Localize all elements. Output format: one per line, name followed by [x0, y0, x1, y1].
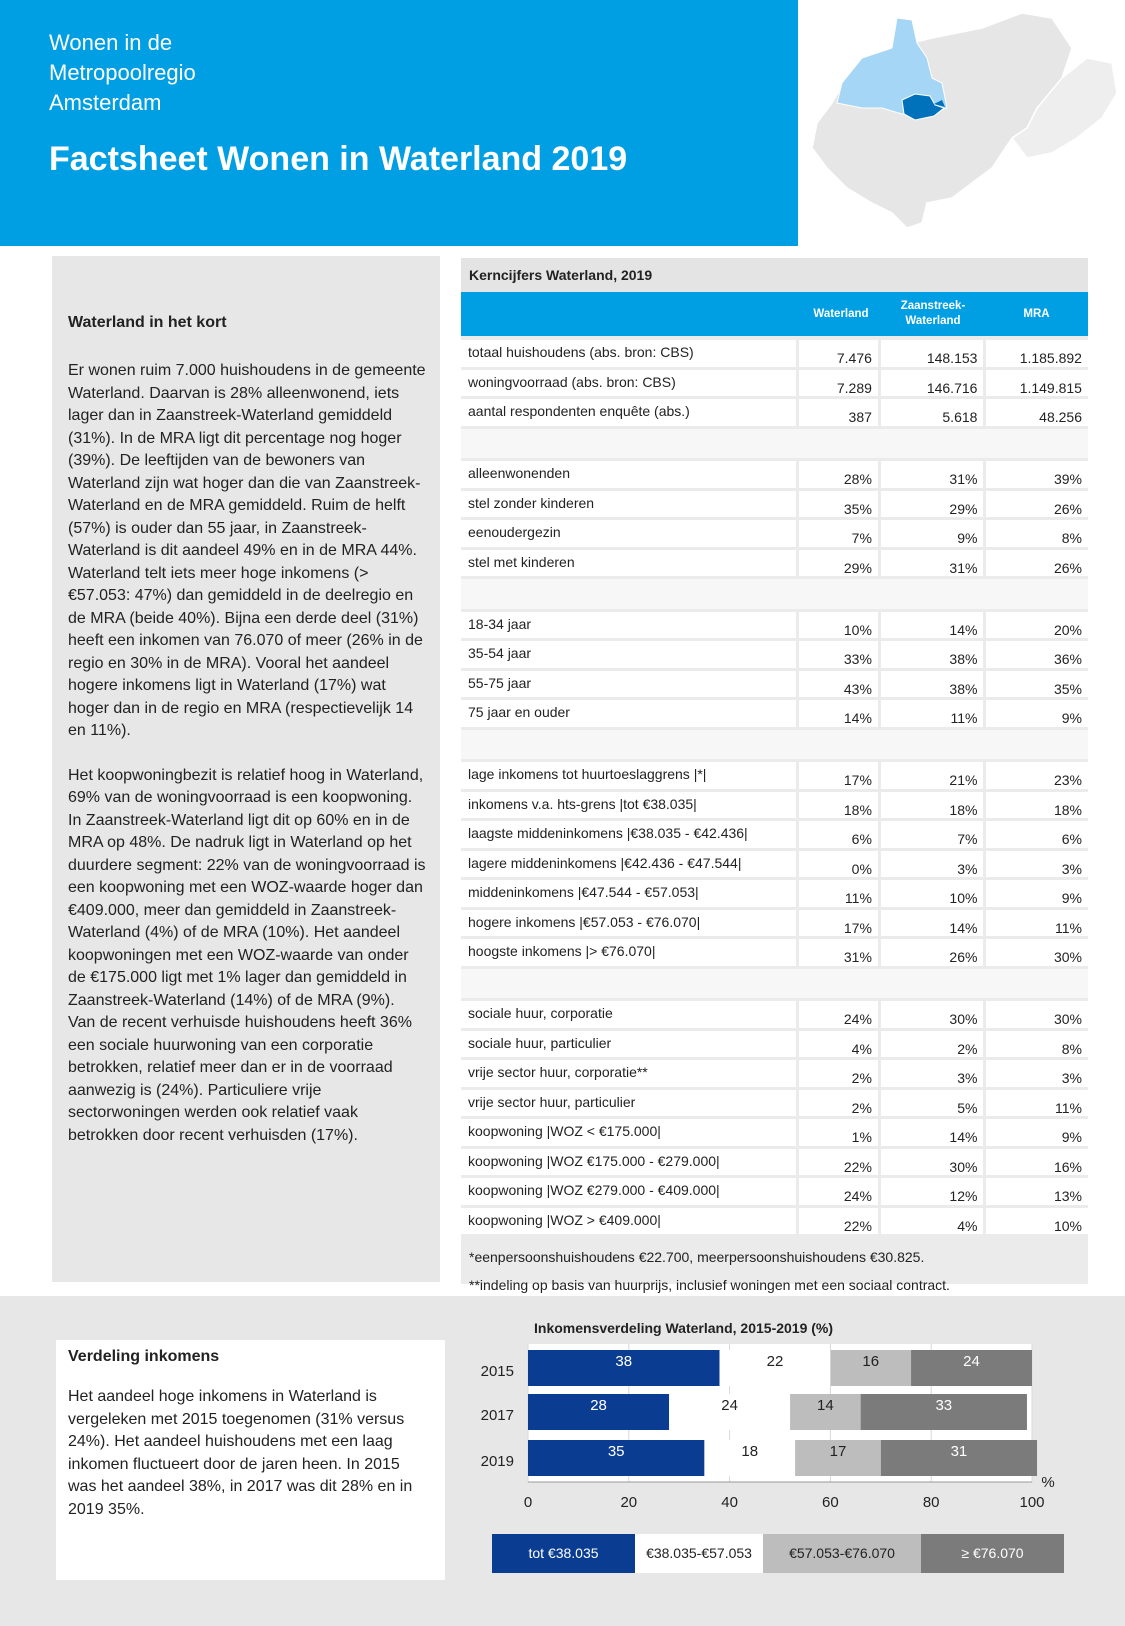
intro-paragraph-2: Het koopwoningbezit is relatief hoog in Waterland, 69% van de woningvoorraad is een koopwoning. In Zaanstreek-Waterland ligt dit op 60% en in de MRA op 48%. De nadruk ligt in Waterland op het duurdere segment: 22% van de woningvoorraad is een koopwoning met een WOZ-waarde hoger dan €409.000, meer dan gemiddeld in Zaanstreek-Waterland (4%) of de MRA (10%). Het aandeel koopwoningen met een WOZ-waarde van onder de €175.000 ligt met 1% lager dan gemiddeld in Zaanstreek-Waterland (14%) of de MRA (9%). Van de recent verhuisde huishoudens heeft 36% een sociale huurwoning van een corporatie betrokken, relatief meer dan er in de voorraad aanwezig is (24%). Particuliere vrije sectorwoningen werden ook relatief vaak betrokken door recent verhuisden (17%). — [68, 766, 426, 1144]
row-label: stel met kinderen — [461, 550, 796, 577]
x-tick-label: 100 — [1019, 1494, 1045, 1511]
footnote-2: **indeling op basis van huurprijs, inclusief woningen met een sociaal contract. — [469, 1277, 950, 1293]
row-label: alleenwonenden — [461, 461, 796, 488]
cell-mra: 6% — [986, 821, 1088, 848]
income-text-box — [56, 1340, 445, 1580]
table-row — [461, 792, 1088, 822]
bar-value-label: 38 — [615, 1353, 633, 1370]
table-header-label — [461, 292, 801, 336]
cell-zaanstreek: 10% — [881, 880, 984, 907]
table-spacer-row — [461, 579, 1088, 609]
cell-waterland: 387 — [799, 399, 878, 426]
row-label: hogere inkomens |€57.053 - €76.070| — [461, 910, 796, 937]
cell-waterland: 17% — [799, 762, 878, 789]
cell-zaanstreek: 4% — [881, 1208, 984, 1235]
row-label: koopwoning |WOZ €279.000 - €409.000| — [461, 1178, 796, 1205]
row-label: koopwoning |WOZ > €409.000| — [461, 1208, 796, 1235]
row-label: vrije sector huur, particulier — [461, 1090, 796, 1117]
row-label: 55-75 jaar — [461, 671, 796, 698]
table-row — [461, 700, 1088, 730]
table-spacer-row — [461, 969, 1088, 999]
cell-mra: 1.185.892 — [986, 340, 1088, 367]
cell-zaanstreek: 18% — [881, 792, 984, 819]
bar-value-label: 33 — [935, 1397, 953, 1414]
cell-mra: 48.256 — [986, 399, 1088, 426]
table-row — [461, 1178, 1088, 1208]
table-row — [461, 1090, 1088, 1120]
cell-zaanstreek: 5.618 — [881, 399, 984, 426]
table-row — [461, 939, 1088, 969]
intro-panel — [52, 256, 440, 1282]
cell-mra: 26% — [986, 550, 1088, 577]
chart-legend — [492, 1534, 1086, 1573]
x-tick-label: 40 — [721, 1494, 738, 1511]
table-header — [461, 292, 1088, 336]
table-row — [461, 461, 1088, 491]
bar-value-label: 17 — [829, 1443, 847, 1460]
table-row — [461, 1208, 1088, 1238]
table-row — [461, 641, 1088, 671]
legend-item: €38.035-€57.053 — [635, 1534, 763, 1573]
table-row — [461, 370, 1088, 400]
cell-waterland: 2% — [799, 1060, 878, 1087]
row-label: middeninkomens |€47.544 - €57.053| — [461, 880, 796, 907]
cell-zaanstreek: 2% — [881, 1031, 984, 1058]
row-label: 18-34 jaar — [461, 612, 796, 639]
cell-zaanstreek: 29% — [881, 491, 984, 518]
table-row — [461, 550, 1088, 580]
cell-waterland: 28% — [799, 461, 878, 488]
cell-mra: 30% — [986, 939, 1088, 966]
cell-waterland: 31% — [799, 939, 878, 966]
cell-waterland: 10% — [799, 612, 878, 639]
intro-paragraph-1: Er wonen ruim 7.000 huishoudens in de gemeente Waterland. Daarvan is 28% alleenwonend, iets lager dan in Zaanstreek-Waterland gemiddeld (31%). In de MRA ligt dit percentage nog hoger (39%). De leeftijden van de bewoners van Waterland zijn wat hoger dan die van Zaanstreek-Waterland en de MRA gemiddeld. Ruim de helft (57%) is ouder dan 55 jaar, in Zaanstreek-Waterland is dit aandeel 49% en in de MRA 44%. Waterland telt iets meer hoge inkomens (> €57.053: 47%) dan gemiddeld in de deelregio en de MRA (beide 40%). Bijna een derde deel (31%) heeft een inkomen van 76.070 of meer (26% in de regio en 30% in de MRA). Vooral het aandeel hogere inkomens ligt in Waterland (17%) wat hoger dan in de regio en MRA (respectievelijk 14 en 11%). — [68, 362, 426, 739]
y-category-label: 2019 — [480, 1453, 514, 1470]
row-label: eenoudergezin — [461, 520, 796, 547]
cell-waterland: 2% — [799, 1090, 878, 1117]
x-tick-label: 20 — [620, 1494, 638, 1511]
cell-waterland: 0% — [799, 851, 878, 878]
cell-zaanstreek: 14% — [881, 910, 984, 937]
cell-zaanstreek: 14% — [881, 1119, 984, 1146]
bar-value-label: 16 — [862, 1353, 880, 1370]
row-label: lage inkomens tot huurtoeslaggrens |*| — [461, 762, 796, 789]
cell-waterland: 7% — [799, 520, 878, 547]
row-label: lagere middeninkomens |€42.436 - €47.544| — [461, 851, 796, 878]
cell-waterland: 18% — [799, 792, 878, 819]
cell-zaanstreek: 5% — [881, 1090, 984, 1117]
brand-logo-text — [49, 28, 196, 118]
cell-waterland: 22% — [799, 1149, 878, 1176]
intro-heading: Waterland in het kort — [68, 314, 227, 331]
bar-value-label: 18 — [741, 1443, 759, 1460]
bar-value-label: 31 — [950, 1443, 968, 1460]
row-label: sociale huur, particulier — [461, 1031, 796, 1058]
cell-mra: 3% — [986, 851, 1088, 878]
cell-waterland: 6% — [799, 821, 878, 848]
table-header-mra: MRA — [1023, 307, 1050, 320]
cell-waterland: 1% — [799, 1119, 878, 1146]
row-label: vrije sector huur, corporatie** — [461, 1060, 796, 1087]
table-row — [461, 1001, 1088, 1031]
cell-waterland: 29% — [799, 550, 878, 577]
cell-mra: 9% — [986, 880, 1088, 907]
cell-zaanstreek: 3% — [881, 1060, 984, 1087]
y-category-label: 2015 — [480, 1363, 514, 1380]
region-map-image — [812, 8, 1122, 240]
cell-waterland: 4% — [799, 1031, 878, 1058]
cell-zaanstreek: 7% — [881, 821, 984, 848]
y-category-label: 2017 — [480, 1407, 514, 1424]
cell-zaanstreek: 21% — [881, 762, 984, 789]
cell-mra: 36% — [986, 641, 1088, 668]
key-figures-table — [461, 258, 1088, 1293]
bar-value-label: 28 — [590, 1397, 607, 1414]
bar-value-label: 14 — [817, 1397, 834, 1414]
cell-mra: 16% — [986, 1149, 1088, 1176]
cell-zaanstreek: 11% — [881, 700, 984, 727]
cell-mra: 23% — [986, 762, 1088, 789]
cell-waterland: 7.476 — [799, 340, 878, 367]
table-row — [461, 762, 1088, 792]
table-row — [461, 821, 1088, 851]
cell-mra: 1.149.815 — [986, 370, 1088, 397]
cell-zaanstreek: 30% — [881, 1001, 984, 1028]
cell-mra: 9% — [986, 1119, 1088, 1146]
brand-line-2: Metropoolregio — [49, 60, 196, 85]
row-label: laagste middeninkomens |€38.035 - €42.436| — [461, 821, 796, 848]
cell-waterland: 35% — [799, 491, 878, 518]
cell-zaanstreek: 38% — [881, 671, 984, 698]
table-footnotes — [461, 1237, 1088, 1299]
table-row — [461, 399, 1088, 429]
cell-mra: 35% — [986, 671, 1088, 698]
table-row — [461, 1060, 1088, 1090]
x-tick-label: 60 — [822, 1494, 839, 1511]
income-section — [0, 1296, 1125, 1626]
table-header-waterland: Waterland — [813, 307, 869, 320]
table-row — [461, 880, 1088, 910]
row-label: koopwoning |WOZ €175.000 - €279.000| — [461, 1149, 796, 1176]
cell-mra: 18% — [986, 792, 1088, 819]
table-row — [461, 340, 1088, 370]
table-row — [461, 851, 1088, 881]
cell-waterland: 17% — [799, 910, 878, 937]
bar-value-label: 24 — [963, 1353, 980, 1370]
row-label: sociale huur, corporatie — [461, 1001, 796, 1028]
table-row — [461, 1031, 1088, 1061]
header-banner — [0, 0, 798, 246]
row-label: woningvoorraad (abs. bron: CBS) — [461, 370, 796, 397]
cell-waterland: 33% — [799, 641, 878, 668]
cell-waterland: 24% — [799, 1001, 878, 1028]
income-heading: Verdeling inkomens — [68, 1348, 220, 1365]
cell-zaanstreek: 14% — [881, 612, 984, 639]
key-figures-title: Kerncijfers Waterland, 2019 — [461, 258, 1088, 292]
cell-mra: 11% — [986, 1090, 1088, 1117]
cell-mra: 11% — [986, 910, 1088, 937]
income-paragraph: Het aandeel hoge inkomens in Waterland is vergeleken met 2015 toegenomen (31% versus 24%). Het aandeel huishoudens met een laag inkomen fluctueert door de jaren heen. In 2015 was het aandeel 38%, in 2017 was dit 28% en in 2019 35%. — [68, 1388, 413, 1518]
x-tick-label: 80 — [922, 1494, 940, 1511]
cell-mra: 13% — [986, 1178, 1088, 1205]
row-label: inkomens v.a. hts-grens |tot €38.035| — [461, 792, 796, 819]
cell-zaanstreek: 30% — [881, 1149, 984, 1176]
cell-zaanstreek: 31% — [881, 550, 984, 577]
cell-zaanstreek: 148.153 — [881, 340, 984, 367]
brand-line-3: Amsterdam — [49, 90, 162, 115]
cell-zaanstreek: 9% — [881, 520, 984, 547]
bar-value-label: 22 — [766, 1353, 784, 1370]
row-label: stel zonder kinderen — [461, 491, 796, 518]
table-row — [461, 520, 1088, 550]
footnote-1: *eenpersoonshuishoudens €22.700, meerpersoonshuishoudens €30.825. — [469, 1249, 925, 1265]
legend-item: €57.053-€76.070 — [763, 1534, 921, 1573]
cell-waterland: 14% — [799, 700, 878, 727]
table-body — [461, 336, 1088, 1237]
cell-mra: 8% — [986, 520, 1088, 547]
cell-zaanstreek: 12% — [881, 1178, 984, 1205]
table-spacer-row — [461, 429, 1088, 459]
row-label: 75 jaar en ouder — [461, 700, 796, 727]
cell-mra: 9% — [986, 700, 1088, 727]
page-title: Factsheet Wonen in Waterland 2019 — [49, 140, 628, 178]
cell-mra: 8% — [986, 1031, 1088, 1058]
table-row — [461, 671, 1088, 701]
income-chart — [480, 1342, 1120, 1532]
cell-mra: 26% — [986, 491, 1088, 518]
cell-zaanstreek: 26% — [881, 939, 984, 966]
row-label: aantal respondenten enquête (abs.) — [461, 399, 796, 426]
table-row — [461, 612, 1088, 642]
cell-zaanstreek: 3% — [881, 851, 984, 878]
cell-mra: 30% — [986, 1001, 1088, 1028]
cell-zaanstreek: 31% — [881, 461, 984, 488]
cell-mra: 10% — [986, 1208, 1088, 1235]
brand-line-1: Wonen in de — [49, 30, 173, 55]
table-row — [461, 910, 1088, 940]
row-label: koopwoning |WOZ < €175.000| — [461, 1119, 796, 1146]
legend-item: tot €38.035 — [492, 1534, 635, 1573]
row-label: 35-54 jaar — [461, 641, 796, 668]
bar-value-label: 35 — [607, 1443, 625, 1460]
cell-mra: 20% — [986, 612, 1088, 639]
cell-zaanstreek: 146.716 — [881, 370, 984, 397]
cell-waterland: 22% — [799, 1208, 878, 1235]
chart-title: Inkomensverdeling Waterland, 2015-2019 (%) — [534, 1320, 834, 1336]
cell-mra: 39% — [986, 461, 1088, 488]
row-label: totaal huishoudens (abs. bron: CBS) — [461, 340, 796, 367]
cell-mra: 3% — [986, 1060, 1088, 1087]
table-row — [461, 1119, 1088, 1149]
cell-waterland: 7.289 — [799, 370, 878, 397]
cell-zaanstreek: 38% — [881, 641, 984, 668]
cell-waterland: 43% — [799, 671, 878, 698]
x-axis-unit: % — [1041, 1474, 1055, 1491]
table-row — [461, 1149, 1088, 1179]
bar-value-label: 24 — [721, 1397, 738, 1414]
x-tick-label: 0 — [523, 1494, 533, 1511]
cell-waterland: 11% — [799, 880, 878, 907]
row-label: hoogste inkomens |> €76.070| — [461, 939, 796, 966]
table-row — [461, 491, 1088, 521]
table-header-zaanstreek: Zaanstreek-Waterland — [900, 300, 966, 327]
table-spacer-row — [461, 730, 1088, 760]
legend-item: ≥ €76.070 — [921, 1534, 1064, 1573]
cell-waterland: 24% — [799, 1178, 878, 1205]
